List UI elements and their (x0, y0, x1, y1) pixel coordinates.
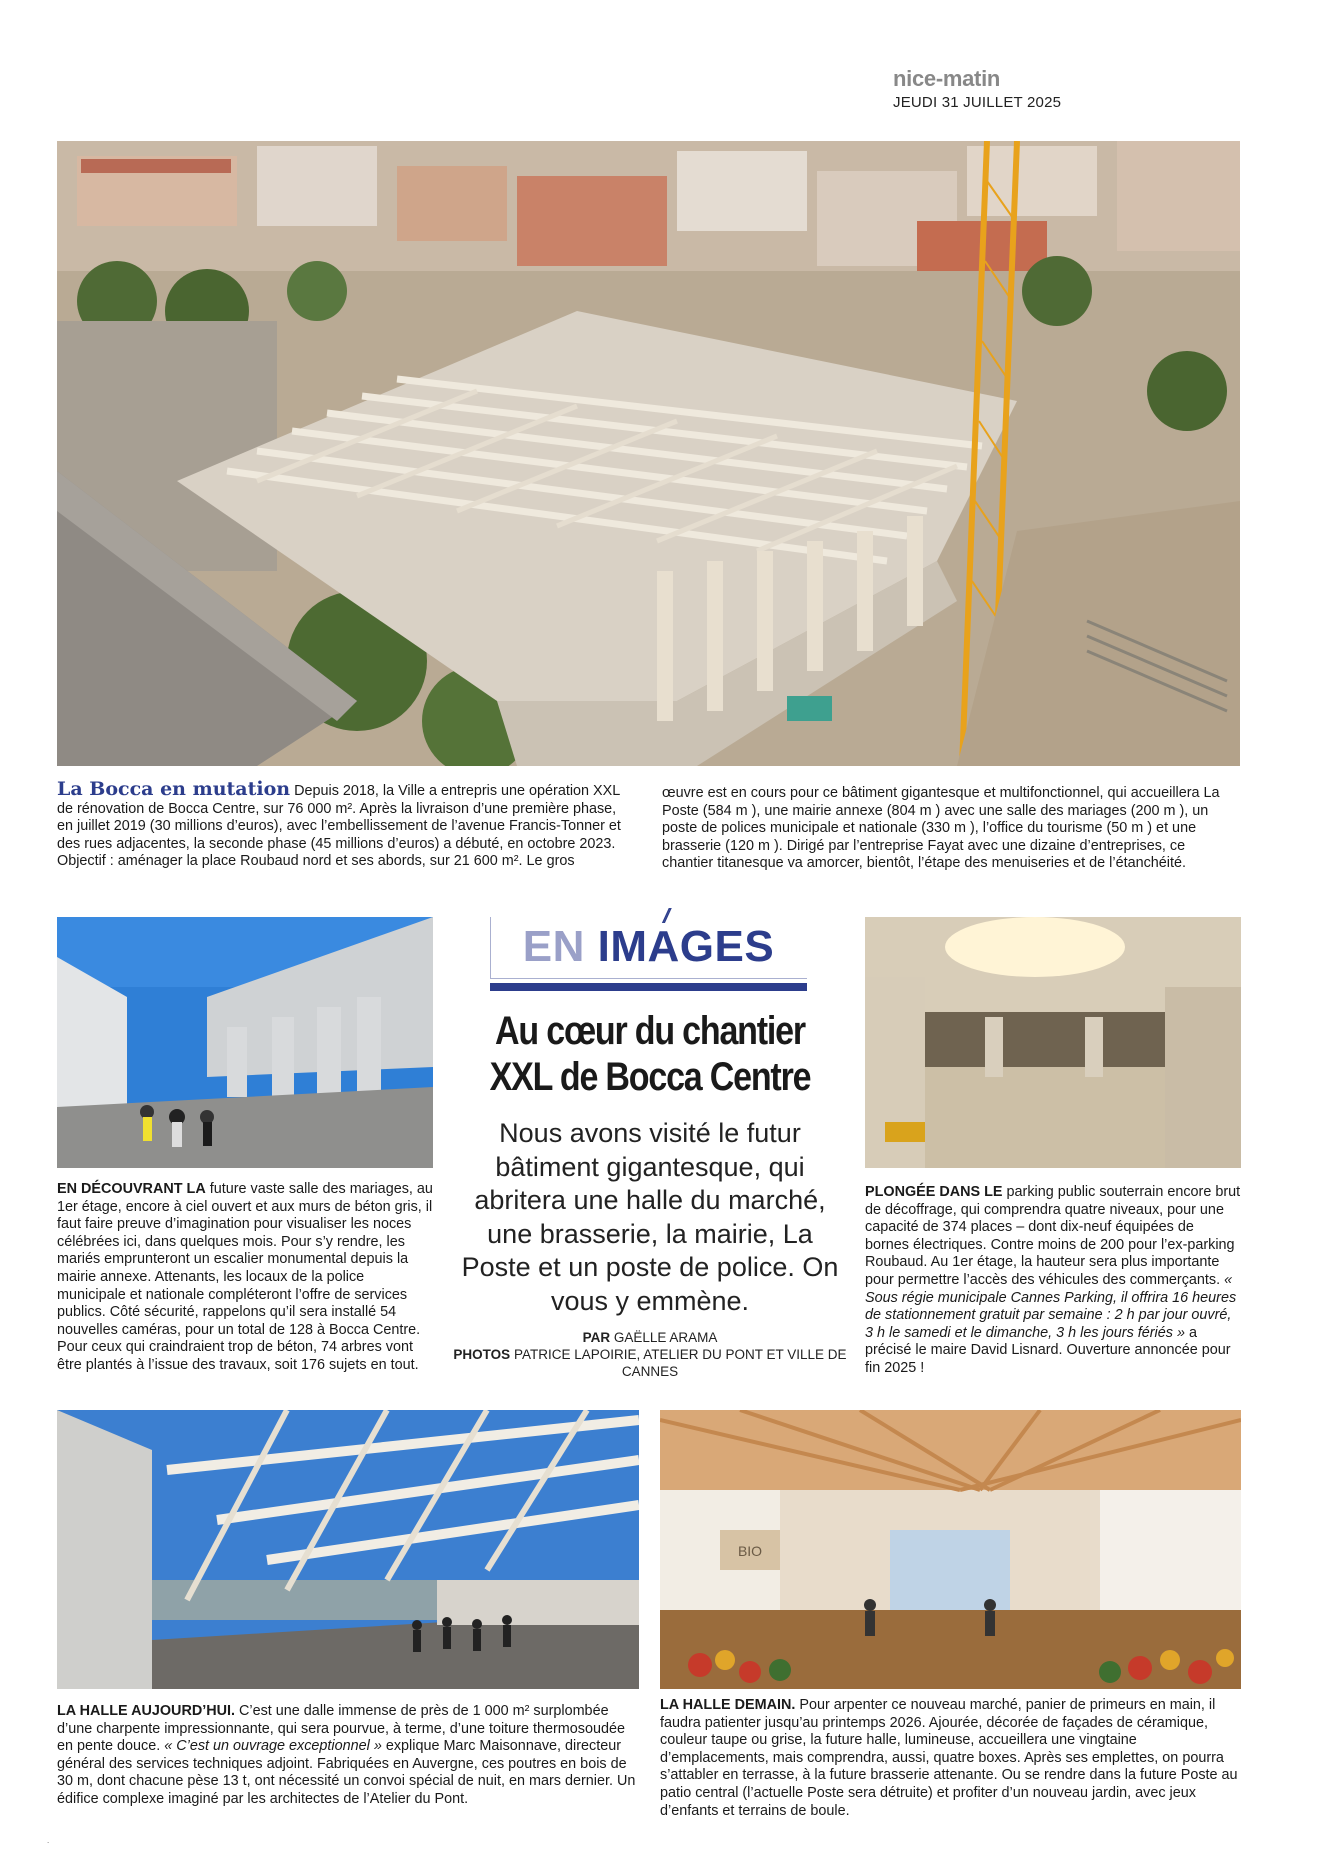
wedding-hall-caption-lead: EN DÉCOUVRANT LA (57, 1181, 206, 1197)
masthead (893, 66, 1061, 111)
parking-caption-tail: a précisé le maire David Lisnard. Ouverture annoncée pour fin 2025 ! (865, 1324, 1231, 1376)
section-tag-en: EN (522, 922, 598, 971)
wedding-hall-caption-text: future vaste salle des mariages, au 1er étage, encore à ciel ouvert et aux murs de béton gris, il faut faire preuve d’imagination pour visualiser les noces célébrées ici, dans quelques mois. Pour s’y rendre, les mariés emprunteront un escalier monumental depuis la mairie annexe. Attenants, les locaux de la police municipale et nationale compléteront l’offre de services publics. Côté sécurité, rappelons qu’il sera installé 54 nouvelles caméras, pour un total de 128 à Bocca Centre. Pour ceux qui craindraient trop de béton, 74 arbres vont être plantés à l’issue des travaux, soit 176 sujets en tout. (57, 1181, 433, 1373)
wedding-hall-caption (57, 1181, 435, 1375)
hero-caption-text-2: œuvre est en cours pour ce bâtiment gigantesque et multifonctionnel, qui accueillera La Poste (584 m ), une mairie annexe (804 m ) avec une salle des mariages (200 m ), un poste de polices municipale et nationale (330 m ), l’office du tourisme (50 m ) et une brasserie (120 m ). Dirigé par l’entreprise Fayat avec une dizaine d’entreprises, ce chantier titanesque va amorcer, bientôt, l’étape des menuiseries et de l’étanchéité. (662, 785, 1220, 872)
hall-today-caption (57, 1703, 639, 1809)
hall-today-caption-text-2: explique Marc Maisonnave, directeur général des services techniques adjoint. Fabriquées en Auvergne, ces poutres en bois de 30 m, dont chacune pèse 13 t, ont nécessité un convoi spécial de nuit, en mars dernier. Un édifice complexe imaginé par les architectes de l’Atelier du Pont. (57, 1738, 636, 1807)
parking-caption (865, 1184, 1241, 1378)
parking-photo (865, 917, 1241, 1168)
hall-today-caption-quote: « C’est un ouvrage exceptionnel » (164, 1738, 382, 1755)
hall-today-photo (57, 1410, 639, 1689)
hero-aerial-photo (57, 141, 1240, 766)
article-headline: Au cœur du chantier XXL de Bocca Centre (489, 1009, 811, 1099)
newspaper-brand: nice-matin (893, 66, 1001, 91)
wedding-hall-photo (57, 917, 433, 1168)
footer-mark: . (47, 1836, 50, 1845)
hero-caption-lead: La Bocca en mutation (57, 778, 291, 800)
hero-caption-col2 (662, 785, 1240, 873)
photo-credit-names: PATRICE LAPOIRIE, ATELIER DU PONT ET VILLE DE CANNES (513, 1347, 847, 1379)
parking-caption-lead: PLONGÉE DANS LE (865, 1184, 1003, 1200)
section-slash: // (663, 906, 667, 928)
hall-tomorrow-caption-lead: LA HALLE DEMAIN. (660, 1697, 796, 1713)
parking-caption-quote: « Sous régie municipale Cannes Parking, il offrira 16 heures de stationnement gratuit par semaine : 2 h par jour ouvré, 3 h le samedi et le dimanche, 3 h les jours fériés » (865, 1271, 1237, 1341)
hall-today-caption-lead: LA HALLE AUJOURD’HUI. (57, 1703, 236, 1719)
byline-label: PAR (582, 1330, 611, 1345)
hero-caption-col1 (57, 778, 635, 871)
bio-shop-sign: BIO (737, 1543, 763, 1559)
issue-date: JEUDI 31 JUILLET 2025 (893, 94, 1062, 111)
hall-tomorrow-caption-text: Pour arpenter ce nouveau marché, panier de primeurs en main, il faudra patienter jusqu’au printemps 2026. Ajourée, décorée de façades de céramique, couleur taupe ou grise, la future halle, lumineuse, accueillera une vingtaine d’emplacements, mais comprendra, aussi, quatre boxes. Après ses emplettes, on pourra s’attabler en terrasse, à la future brasserie attenante. Ou se rendre dans la future Poste au patio central (l’actuelle Poste sera détruite) et profiter d’un nouveau jardin, avec jeux d’enfants et terrains de boule. (660, 1697, 1238, 1819)
hall-today-caption-text-1: C’est une dalle immense de près de 1 000 m² surplombée d’une charpente impressionnante, qui sera pourvue, à terme, d’une toiture thermosoudée en pente douce. (57, 1703, 625, 1755)
parking-caption-text: parking public souterrain encore brut de décoffrage, qui comprendra quatre niveaux, pour une capacité de 374 places – dont dix-neuf équipées de bornes électriques. Contre moins de 200 pour l’ex-parking Roubaud. Au 1er étage, la hauteur sera plus importante pour permettre l’accès des véhicules des commerçants. (865, 1184, 1241, 1288)
article-standfirst: Nous avons visité le futur bâtiment gigantesque, qui abritera une halle du marché, une brasserie, la mairie, La Poste et un poste de police. On vous y emmène. (461, 1118, 839, 1316)
section-tag-bar (490, 983, 807, 991)
photo-credit-label: PHOTOS (453, 1347, 511, 1362)
hall-tomorrow-caption (660, 1697, 1242, 1820)
byline-author: GAËLLE ARAMA (613, 1330, 718, 1345)
article-credits (452, 1329, 848, 1380)
section-tag-images: IMAGES (597, 922, 775, 971)
section-tag (490, 922, 807, 972)
hero-caption-text-1: Depuis 2018, la Ville a entrepris une opération XXL de rénovation de Bocca Centre, sur 76 000 m². Après la livraison d’une première phase, en juillet 2019 (30 millions d’euros), avec l’embellissement de l’avenue Francis-Tonner et des rues adjacentes, la seconde phase (45 millions d’euros) a débuté, en octobre 2023. Objectif : aménager la place Roubaud nord et ses abords, sur 21 600 m². Le gros (57, 783, 621, 870)
hall-tomorrow-render (660, 1410, 1241, 1689)
